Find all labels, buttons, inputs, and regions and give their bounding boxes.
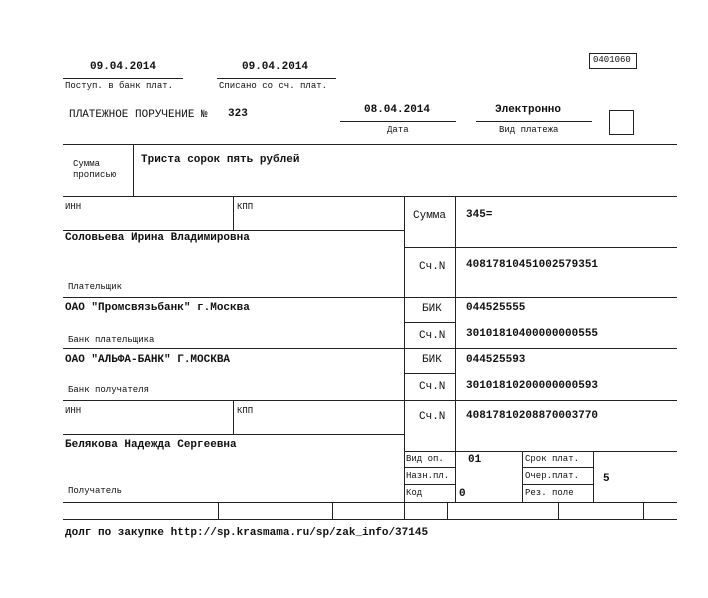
grid-col [643, 502, 644, 520]
payer-bank-account-label: Сч.N [419, 330, 446, 342]
grid-line [63, 297, 677, 298]
payer-inn-kpp-divider [233, 196, 234, 230]
grid-line [63, 196, 677, 197]
recipient-label: Получатель [68, 486, 123, 496]
grid-line [522, 467, 593, 468]
payer-label: Плательщик [68, 282, 123, 292]
payment-type: Электронно [495, 104, 562, 116]
received-label: Поступ. в банк плат. [65, 81, 174, 91]
payer-bank-label: Банк плательщика [68, 335, 155, 345]
recipient-account-label: Сч.N [419, 411, 446, 423]
grid-col [558, 502, 559, 520]
recipient-bank-label: Банк получателя [68, 385, 150, 395]
page-title: ПЛАТЕЖНОЕ ПОРУЧЕНИЕ № [69, 109, 208, 121]
payer-bank-account: 30101810400000000555 [466, 328, 599, 340]
recipient-kpp-label: КПП [237, 406, 254, 416]
debited-date-line [217, 78, 336, 79]
recipient-bank-bik: 044525593 [466, 354, 526, 366]
grid-line [63, 348, 677, 349]
recipient-bank-account-label: Сч.N [419, 381, 446, 393]
grid-line [63, 230, 404, 231]
received-date: 09.04.2014 [90, 61, 157, 73]
form-code: 0401060 [593, 55, 631, 65]
order-label: Очер.плат. [525, 471, 580, 481]
purpose-code-label: Назн.пл. [406, 471, 450, 481]
payer-name: Соловьева Ирина Владимировна [65, 232, 250, 244]
status-box [609, 110, 634, 135]
amount-words-value: Триста сорок пять рублей [141, 154, 300, 166]
grid-line [63, 400, 677, 401]
grid-col [522, 451, 523, 502]
grid-col [447, 502, 448, 520]
code-value: 0 [459, 488, 466, 500]
recipient-inn-kpp-divider [233, 400, 234, 434]
grid-line [63, 502, 677, 503]
grid-col-right [455, 196, 456, 502]
payer-account-label: Сч.N [419, 261, 446, 273]
amount-words-top-line [63, 144, 677, 145]
sum-label: Сумма [413, 210, 447, 222]
payer-inn-label: ИНН [65, 202, 82, 212]
grid-line [404, 373, 455, 374]
payment-type-line [476, 121, 592, 122]
grid-line [404, 322, 455, 323]
reserve-label: Рез. поле [525, 488, 574, 498]
grid-line [63, 434, 404, 435]
recipient-account: 40817810208870003770 [466, 410, 599, 422]
payer-kpp-label: КПП [237, 202, 254, 212]
received-date-line [63, 78, 183, 79]
grid-line [404, 451, 677, 452]
recipient-inn-label: ИНН [65, 406, 82, 416]
grid-line [522, 484, 593, 485]
grid-line [404, 467, 455, 468]
amount-words-label-1: Сумма [73, 159, 101, 169]
grid-col [593, 451, 594, 502]
code-label: Код [406, 488, 423, 498]
recipient-bank-name: ОАО "АЛЬФА-БАНК" Г.МОСКВА [65, 354, 231, 366]
grid-col [332, 502, 333, 520]
grid-line [404, 247, 677, 248]
grid-line [63, 519, 677, 520]
order-value: 5 [603, 473, 610, 485]
grid-col [218, 502, 219, 520]
grid-col-left [404, 196, 405, 520]
payer-bank-bik: 044525555 [466, 302, 526, 314]
payment-purpose: долг по закупке http://sp.krasmama.ru/sp/zak_info/37145 [65, 527, 429, 539]
document-date-label: Дата [387, 125, 409, 135]
recipient-name: Белякова Надежда Сергеевна [65, 439, 237, 451]
op-type-label: Вид оп. [406, 454, 444, 464]
debited-date: 09.04.2014 [242, 61, 309, 73]
amount-words-label-2: прописью [73, 170, 117, 180]
payer-bank-bik-label: БИК [422, 303, 442, 315]
payer-bank-name: ОАО "Промсвязьбанк" г.Москва [65, 302, 250, 314]
document-date-line [340, 121, 456, 122]
document-date: 08.04.2014 [364, 104, 431, 116]
document-number: 323 [228, 108, 248, 120]
amount-words-divider [133, 144, 134, 197]
recipient-bank-account: 30101810200000000593 [466, 380, 599, 392]
debited-label: Списано со сч. плат. [219, 81, 328, 91]
recipient-bank-bik-label: БИК [422, 354, 442, 366]
term-label: Срок плат. [525, 454, 580, 464]
grid-line [404, 484, 455, 485]
payer-account: 40817810451002579351 [466, 259, 599, 271]
payment-type-label: Вид платежа [499, 125, 559, 135]
sum-value: 345= [466, 209, 493, 221]
op-type: 01 [468, 454, 482, 466]
